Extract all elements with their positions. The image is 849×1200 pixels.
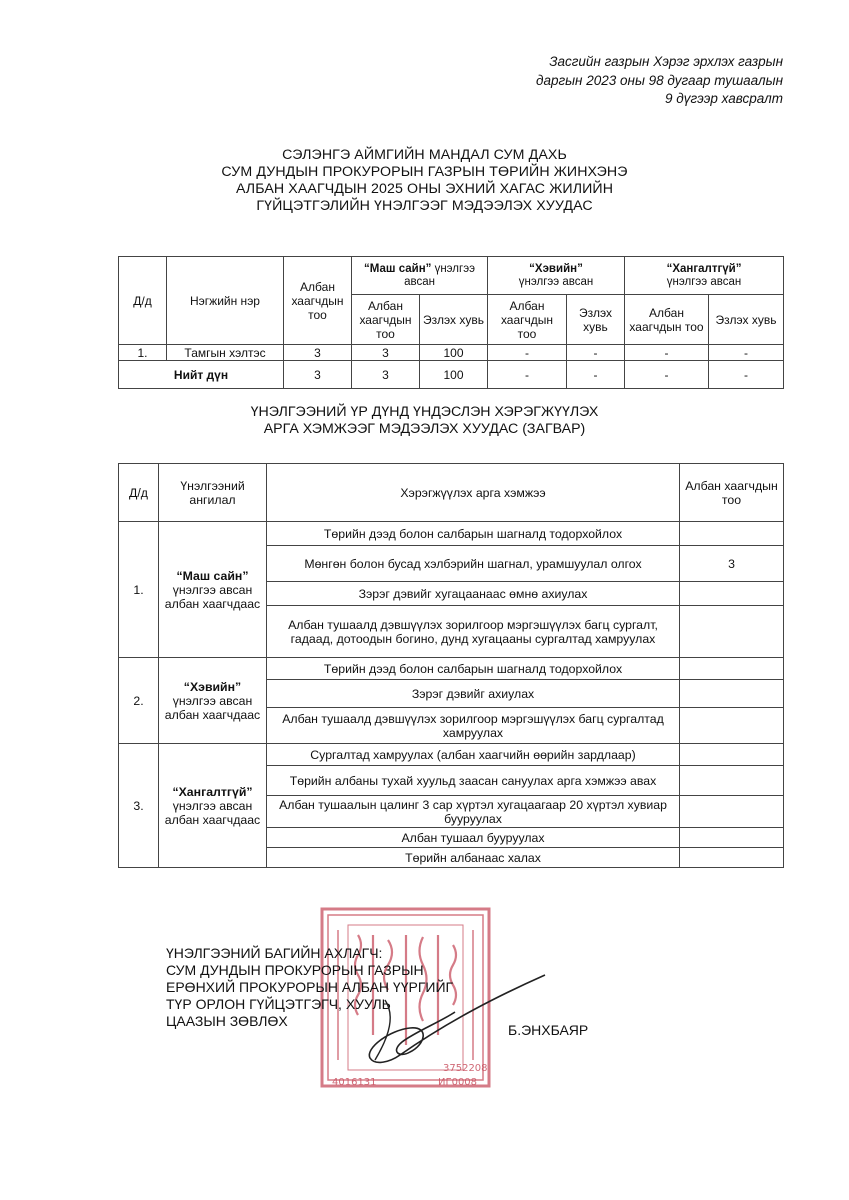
group2-cat-rest: үнэлгээ авсан албан хаагчдаас xyxy=(164,693,261,722)
attachment-line-3: 9 дүгээр хавсралт xyxy=(665,91,783,106)
group3-category xyxy=(159,744,267,868)
signer-name: Б.ЭНХБАЯР xyxy=(508,1022,589,1038)
title-line-3: АЛБАН ХААГЧДЫН 2025 ОНЫ ЭХНИЙ ХАГАС ЖИЛИЙН xyxy=(235,181,614,197)
group-normal-rest: үнэлгээ авсан xyxy=(518,275,594,288)
group1-count: 3 xyxy=(680,546,784,582)
header-group-excellent xyxy=(352,257,488,295)
group-poor-rest: үнэлгээ авсан xyxy=(666,275,742,288)
group1-measure-3: Зэрэг дэвийг хугацаанаас өмнө ахиулах xyxy=(267,582,680,606)
row-g2-pct: - xyxy=(567,345,625,361)
m-header-measure: Хэрэгжүүлэх арга хэмжээ xyxy=(267,464,680,522)
attachment-note xyxy=(463,53,783,109)
stamp-text-2: 4016131 xyxy=(332,1077,377,1088)
group2-num: 2. xyxy=(119,658,159,744)
m-header-count: Албан хаагчдын тоо xyxy=(680,464,784,522)
title-line-2: СУМ ДУНДЫН ПРОКУРОРЫН ГАЗРЫН ТӨРИЙН ЖИНХЭНЭ xyxy=(221,164,628,180)
group1-measure-1: Төрийн дээд болон салбарын шагналд тодорхойлох xyxy=(267,522,680,546)
group1-count-empty-4 xyxy=(680,606,784,658)
group1-cat-rest: үнэлгээ авсан албан хаагчдаас xyxy=(164,582,261,611)
signature-line-2: СУМ ДУНДЫН ПРОКУРОРЫН ГАЗРЫН xyxy=(166,962,424,978)
evaluation-summary-table xyxy=(118,256,784,389)
group3-cat-label: “Хангалтгүй” xyxy=(172,784,253,799)
group-excellent-rest: үнэлгээ авсан xyxy=(404,262,475,288)
group1-category xyxy=(159,522,267,658)
row-g1-count: 3 xyxy=(352,345,420,361)
group-poor-label: “Хангалтгүй” xyxy=(666,262,742,275)
signature-line-1: ҮНЭЛГЭЭНИЙ БАГИЙН АХЛАГЧ: xyxy=(166,945,383,961)
total-g1-pct: 100 xyxy=(420,361,488,389)
group-normal-label: “Хэвийн” xyxy=(529,262,583,275)
sub-pct-1: Эзлэх хувь xyxy=(420,295,488,345)
group2-category xyxy=(159,658,267,744)
m-header-num: Д/д xyxy=(119,464,159,522)
signature-line-5: ЦААЗЫН ЗӨВЛӨХ xyxy=(166,1013,288,1029)
group3-measure-2: Төрийн албаны тухай хуульд заасан сануулах арга хэмжээ авах xyxy=(267,766,680,796)
table-row xyxy=(119,522,784,546)
row-g2-count: - xyxy=(488,345,567,361)
group3-count-empty-1 xyxy=(680,744,784,766)
total-label: Нийт дүн xyxy=(119,361,284,389)
table-row xyxy=(119,658,784,680)
sub-count-2: Албан хаагчдын тоо xyxy=(488,295,567,345)
sub-count-1: Албан хаагчдын тоо xyxy=(352,295,420,345)
group1-measure-4: Албан тушаалд дэвшүүлэх зорилгоор мэргэшүүлэх багц сургалт, гадаад, дотоодын богино, дунд хугацааны сургалтад хамруулах xyxy=(267,606,680,658)
header-num: Д/д xyxy=(119,257,167,345)
group1-cat-label: “Маш сайн” xyxy=(176,568,249,583)
stamp-text-3: ИГ0008 xyxy=(438,1077,478,1088)
group2-count-empty-1 xyxy=(680,658,784,680)
row-g3-pct: - xyxy=(709,345,784,361)
group2-count-empty-2 xyxy=(680,680,784,708)
row-g1-pct: 100 xyxy=(420,345,488,361)
row-g3-count: - xyxy=(625,345,709,361)
group3-num: 3. xyxy=(119,744,159,868)
group3-count-empty-2 xyxy=(680,766,784,796)
table-row xyxy=(119,345,784,361)
header-unit: Нэгжийн нэр xyxy=(167,257,284,345)
group3-measure-4: Албан тушаал бууруулах xyxy=(267,828,680,848)
group3-measure-1: Сургалтад хамруулах (албан хаагчийн өөрийн зардлаар) xyxy=(267,744,680,766)
header-group-poor xyxy=(625,257,784,295)
group2-cat-label: “Хэвийн” xyxy=(183,679,242,694)
total-g3-pct: - xyxy=(709,361,784,389)
row-num: 1. xyxy=(119,345,167,361)
table-row xyxy=(119,744,784,766)
total-g2-pct: - xyxy=(567,361,625,389)
m-header-category: Үнэлгээний ангилал xyxy=(159,464,267,522)
signature-line-3: ЕРӨНХИЙ ПРОКУРОРЫН АЛБАН ҮҮРГИЙГ xyxy=(166,979,454,995)
group2-measure-1: Төрийн дээд болон салбарын шагналд тодорхойлох xyxy=(267,658,680,680)
handwritten-signature xyxy=(330,960,560,1070)
group3-count-empty-5 xyxy=(680,848,784,868)
header-group-normal xyxy=(488,257,625,295)
total-row xyxy=(119,361,784,389)
sub-pct-2: Эзлэх хувь xyxy=(567,295,625,345)
group-excellent-label: “Маш сайн” xyxy=(364,262,432,275)
group1-count-empty-1 xyxy=(680,522,784,546)
attachment-line-1: Засгийн газрын Хэрэг эрхлэх газрын xyxy=(549,54,783,69)
group2-measure-3: Албан тушаалд дэвшүүлэх зорилгоор мэргэшүүлэх багц сургалтад хамруулах xyxy=(267,708,680,744)
total-count: 3 xyxy=(284,361,352,389)
title-line-4: ГҮЙЦЭТГЭЛИЙН ҮНЭЛГЭЭГ МЭДЭЭЛЭХ ХУУДАС xyxy=(256,198,593,214)
group3-measure-5: Төрийн албанаас халах xyxy=(267,848,680,868)
group3-count-empty-3 xyxy=(680,796,784,828)
total-g3-count: - xyxy=(625,361,709,389)
second-title-line-1: ҮНЭЛГЭЭНИЙ ҮР ДҮНД ҮНДЭСЛЭН ХЭРЭГЖҮҮЛЭХ xyxy=(250,404,599,420)
sub-count-3: Албан хаагчдын тоо xyxy=(625,295,709,345)
document-title xyxy=(0,147,849,215)
group2-measure-2: Зэрэг дэвийг ахиулах xyxy=(267,680,680,708)
group2-count-empty-3 xyxy=(680,708,784,744)
group1-num: 1. xyxy=(119,522,159,658)
header-count: Албан хаагчдын тоо xyxy=(284,257,352,345)
sub-pct-3: Эзлэх хувь xyxy=(709,295,784,345)
group1-count-empty-3 xyxy=(680,582,784,606)
total-g2-count: - xyxy=(488,361,567,389)
group3-count-empty-4 xyxy=(680,828,784,848)
total-g1-count: 3 xyxy=(352,361,420,389)
group3-cat-rest: үнэлгээ авсан албан хаагчдаас xyxy=(164,798,261,827)
stamp-text-1: 3752208 xyxy=(443,1063,488,1074)
second-title-line-2: АРГА ХЭМЖЭЭГ МЭДЭЭЛЭХ ХУУДАС (ЗАГВАР) xyxy=(263,421,586,437)
row-count: 3 xyxy=(284,345,352,361)
measures-table xyxy=(118,463,784,868)
row-unit: Тамгын хэлтэс xyxy=(167,345,284,361)
group3-measure-3: Албан тушаалын цалинг 3 сар хүртэл хугацаагаар 20 хүртэл хувиар бууруулах xyxy=(267,796,680,828)
signature-line-4: ТҮР ОРЛОН ГҮЙЦЭТГЭГЧ, ХУУЛЬ xyxy=(166,996,391,1012)
group1-measure-2: Мөнгөн болон бусад хэлбэрийн шагнал, урамшуулал олгох xyxy=(267,546,680,582)
second-title xyxy=(0,404,849,438)
title-line-1: СЭЛЭНГЭ АЙМГИЙН МАНДАЛ СУМ ДАХЬ xyxy=(282,147,567,163)
attachment-line-2: даргын 2023 оны 98 дугаар тушаалын xyxy=(535,72,783,88)
